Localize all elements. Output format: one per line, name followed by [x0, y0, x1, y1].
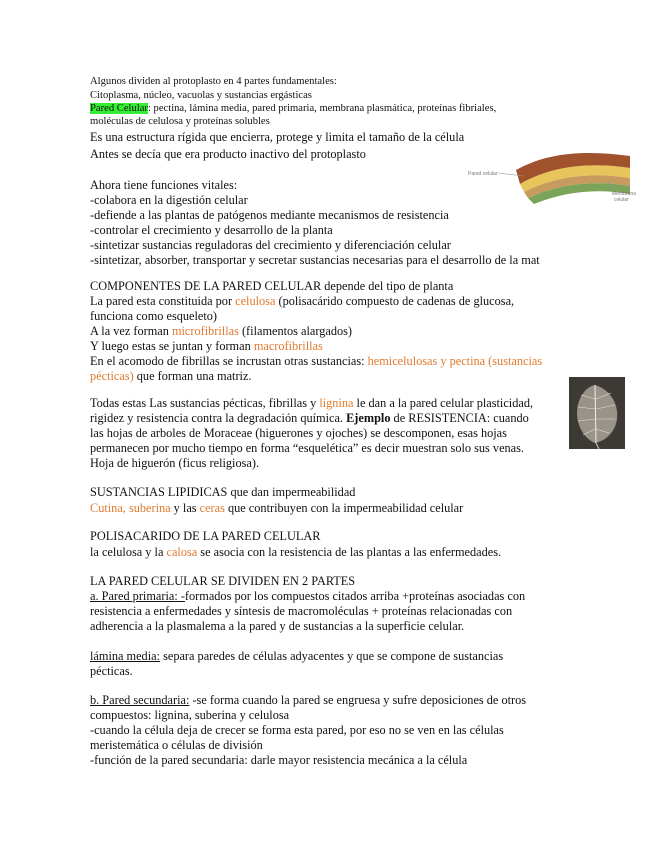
intro-line-3-rest: : pectina, lámina media, pared primaria, membrana plasmática, proteínas fibriales, — [147, 103, 497, 114]
cell-wall-illustration — [468, 148, 636, 208]
sustancias-line-2 — [90, 412, 529, 424]
term-pecticas: pécticas) — [90, 369, 134, 383]
funcion-item: -sintetizar, absorber, transportar y secretar sustancias necesarias para el desarrollo de la mat — [90, 253, 540, 267]
sustancias-line-1 — [90, 397, 533, 409]
pared-secundaria-line-2: compuestos: lignina, suberina y celulosa — [90, 708, 290, 722]
componentes-line-4 — [90, 340, 323, 352]
ejemplo-bold: Ejemplo — [346, 411, 391, 425]
figure-label-membrana: Membrana — [612, 191, 636, 197]
sustancias-line-3: las hojas de arboles de Moraceae (higuerones y ojoches) se descomponen, esas hojas — [90, 426, 507, 440]
funcion-item: -sintetizar sustancias reguladoras del crecimiento y diferenciación celular — [90, 238, 451, 252]
text-run: A la vez forman — [90, 324, 172, 338]
sustancias-line-4: permanecen por mucho tiempo en forma “esquelética” es decir muestran solo sus venas. — [90, 441, 524, 455]
term-ceras: ceras — [199, 501, 225, 515]
text-run: la celulosa y la — [90, 545, 167, 559]
term-cutina-suberina: Cutina, suberina — [90, 501, 171, 515]
pared-secundaria-line-4: meristemática o células de división — [90, 738, 263, 752]
text-run: que contribuyen con la impermeabilidad celular — [224, 501, 464, 515]
text-run: le dan a la pared celular plasticidad, — [353, 396, 534, 410]
sustancias-line-5: Hoja de higuerón (ficus religiosa). — [90, 456, 260, 470]
term-lignina: lignina — [319, 396, 354, 410]
term-microfibrillas: microfibrillas — [171, 324, 239, 338]
text-run: rigidez y resistencia contra la degradación química. — [90, 411, 347, 425]
lamina-media-line-1 — [90, 650, 503, 662]
lamina-media-line-2: pécticas. — [90, 664, 133, 678]
polisacarido-line — [90, 546, 501, 558]
funcion-item: -defiende a las plantas de patógenos mediante mecanismos de resistencia — [90, 208, 449, 222]
pared-primaria-line-3: adherencia a la plasmalema a la pared y de sustancias a la superficie celular. — [90, 619, 465, 633]
text-run: separa paredes de células adyacentes y que se compone de sustancias — [160, 649, 504, 663]
text-run: En el acomodo de fibrillas se incrustan otras sustancias: — [90, 354, 368, 368]
lipidicas-line — [90, 502, 463, 514]
pared-secundaria-line-3: -cuando la célula deja de crecer se forma esta pared, por eso no se ven en las células — [90, 723, 504, 737]
desc-line-1: Es una estructura rígida que encierra, protege y limita el tamaño de la célula — [90, 130, 465, 144]
term-hemicelulosas: hemicelulosas y pectina (sustancias — [367, 354, 543, 368]
pared-secundaria-line-1 — [90, 694, 526, 706]
text-run: (filamentos alargados) — [238, 324, 353, 338]
pared-primaria-line-2: resistencia a enfermedades y síntesis de macromoléculas + proteínas relacionadas con — [90, 604, 513, 618]
componentes-heading — [90, 280, 453, 292]
text-run: que forman una matriz. — [133, 369, 252, 383]
text-run: se asocia con la resistencia de las plantas a las enfermedades. — [197, 545, 502, 559]
term-calosa: calosa — [166, 545, 198, 559]
desc-line-2: Antes se decía que era producto inactivo del protoplasto — [90, 147, 366, 161]
funcion-item: -colabora en la digestión celular — [90, 193, 248, 207]
lipidicas-title: SUSTANCIAS LIPIDICAS — [90, 485, 228, 499]
text-run: (polisacárido compuesto de cadenas de glucosa, — [275, 294, 515, 308]
funcion-item: -controlar el crecimiento y desarrollo de la planta — [90, 223, 333, 237]
intro-line-1: Algunos dividen al protoplasto en 4 partes fundamentales: — [90, 76, 337, 87]
term-macrofibrillas: macrofibrillas — [253, 339, 323, 353]
lipidicas-heading — [90, 486, 355, 498]
pared-secundaria-line-5: -función de la pared secundaria: darle mayor resistencia mecánica a la célula — [90, 753, 468, 767]
pared-secundaria-label: b. Pared secundaria: — [90, 693, 190, 707]
intro-line-2: Citoplasma, núcleo, vacuolas y sustancias ergásticas — [90, 90, 312, 101]
lamina-media-label: lámina media: — [90, 649, 160, 663]
pared-celular-highlight: Pared Celular — [90, 103, 148, 114]
lipidicas-title-rest: que dan impermeabilidad — [227, 485, 356, 499]
text-run: de RESISTENCIA: cuando — [390, 411, 529, 425]
intro-line-3 — [90, 104, 496, 115]
componentes-line-1 — [90, 295, 514, 307]
text-run: formados por los compuestos citados arriba +proteínas asociadas con — [184, 589, 526, 603]
pared-primaria-label: a. Pared primaria: - — [90, 589, 185, 603]
componentes-title-rest: depende del tipo de planta — [321, 279, 454, 293]
componentes-line-3 — [90, 325, 352, 337]
leaf-skeleton-photo — [569, 377, 625, 449]
polisacarido-title: POLISACARIDO DE LA PARED CELULAR — [90, 529, 321, 543]
pared-primaria-line-1 — [90, 590, 525, 602]
intro-line-4: moléculas de celulosa y proteínas solubles — [90, 116, 270, 127]
componentes-line-2: funciona como esqueleto) — [90, 309, 218, 323]
figure-label-celular: celular — [614, 197, 629, 203]
figure-label-pared: Pared celular — [468, 171, 498, 177]
text-run: Todas estas Las sustancias pécticas, fibrillas y — [90, 396, 320, 410]
partes-title: LA PARED CELULAR SE DIVIDEN EN 2 PARTES — [90, 574, 356, 588]
text-run: La pared esta constituida por — [90, 294, 236, 308]
componentes-line-5 — [90, 355, 542, 367]
componentes-title: COMPONENTES DE LA PARED CELULAR — [90, 279, 322, 293]
text-run: Y luego estas se juntan y forman — [90, 339, 254, 353]
funciones-title: Ahora tiene funciones vitales: — [90, 178, 238, 192]
text-run: y las — [170, 501, 200, 515]
componentes-line-6 — [90, 370, 252, 382]
text-run: -se forma cuando la pared se engruesa y sufre deposiciones de otros — [189, 693, 527, 707]
term-celulosa: celulosa — [235, 294, 276, 308]
